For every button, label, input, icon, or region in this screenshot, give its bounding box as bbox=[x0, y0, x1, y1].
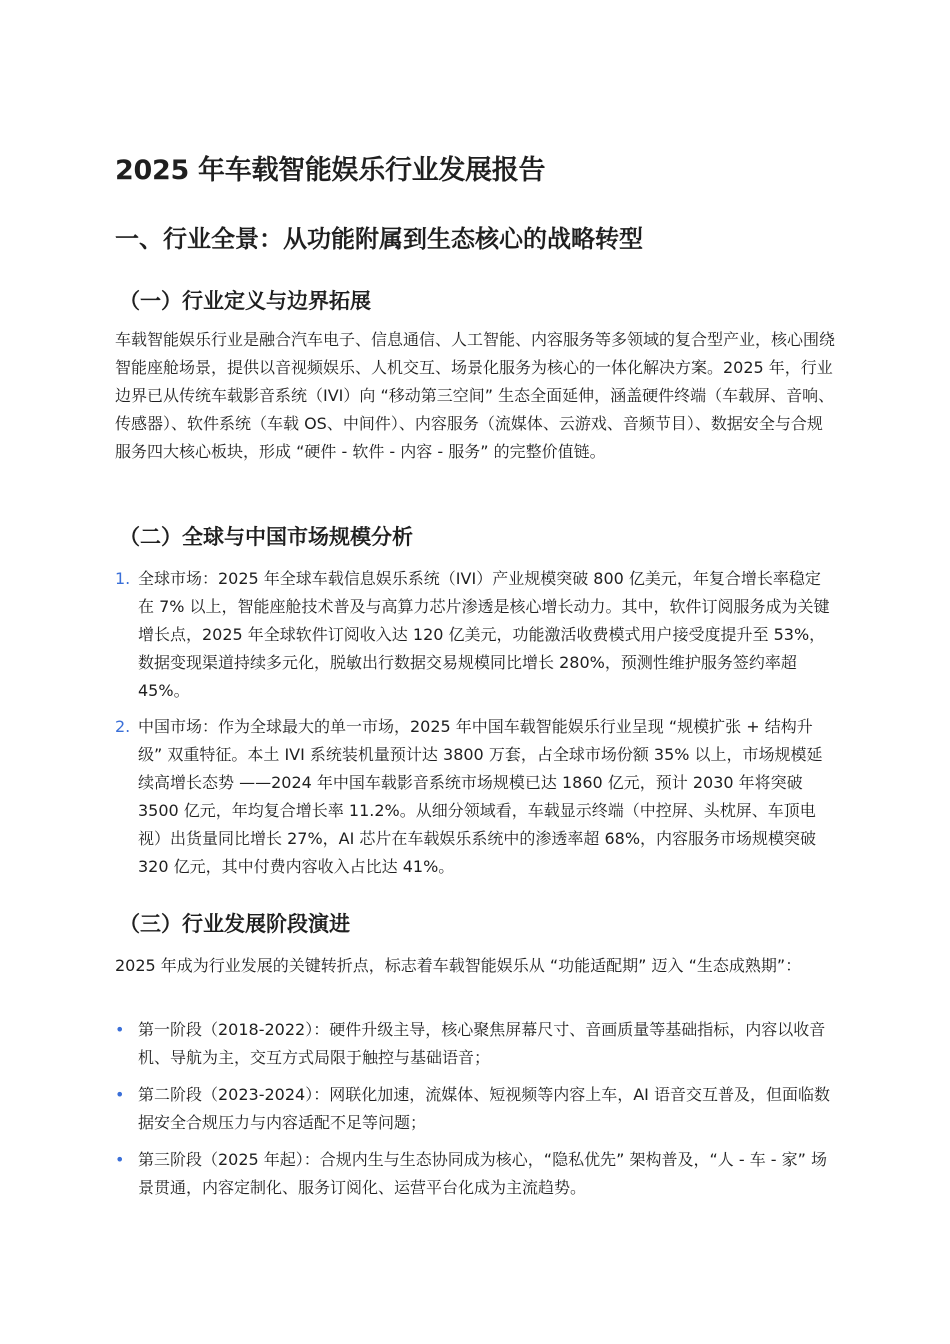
list-item-text: 第一阶段（2018-2022）：硬件升级主导，核心聚焦屏幕尺寸、音画质量等基础指标，内容以收音机、导航为主，交互方式局限于触控与基础语音； bbox=[138, 1020, 826, 1067]
list-item-text: 第三阶段（2025 年起）：合规内生与生态协同成为核心，“隐私优先” 架构普及，“人 - 车 - 家” 场景贯通，内容定制化、服务订阅化、运营平台化成为主流趋势。 bbox=[138, 1150, 828, 1197]
list-item bbox=[115, 1016, 835, 1072]
subsection-heading-2: （二）全球与中国市场规模分析 bbox=[119, 525, 413, 549]
bullet-icon: • bbox=[115, 1150, 125, 1169]
list-item bbox=[115, 565, 835, 705]
list-item bbox=[115, 1081, 835, 1137]
list-item-text: 全球市场：2025 年全球车载信息娱乐系统（IVI）产业规模突破 800 亿美元，年复合增长率稳定在 7% 以上，智能座舱技术普及与高算力芯片渗透是核心增长动力。其中，软件订阅服务成为关键增长点，2025 年全球软件订阅收入达 120 亿美元，功能激活收费模式用户接受度提升至 53%，数据变现渠道持续多元化，脱敏出行数据交易规模同比增长 280%，预测性维护服务签约率超 45%。 bbox=[138, 569, 830, 700]
list-item bbox=[115, 1146, 835, 1202]
report-title: 2025 年车载智能娱乐行业发展报告 bbox=[115, 155, 546, 186]
subsection-heading-3: （三）行业发展阶段演进 bbox=[119, 912, 350, 936]
list-item-text: 中国市场：作为全球最大的单一市场，2025 年中国车载智能娱乐行业呈现 “规模扩张 + 结构升级” 双重特征。本土 IVI 系统装机量预计达 3800 万套，占全球市场份额 35% 以上，市场规模延续高增长态势 ——2024 年中国车载影音系统市场规模已达 1860 亿元，预计 2030 年将突破 3500 亿元，年均复合增长率 11.2%。从细分领域看，车载显示终端（中控屏、头枕屏、车顶电视）出货量同比增长 27%，AI 芯片在车载娱乐系统中的渗透率超 68%，内容服务市场规模突破 320 亿元，其中付费内容收入占比达 41%。 bbox=[138, 717, 823, 876]
list-item bbox=[115, 713, 835, 881]
bullet-icon: • bbox=[115, 1085, 125, 1104]
stages-intro-paragraph: 2025 年成为行业发展的关键转折点，标志着车载智能娱乐从 “功能适配期” 迈入 “生态成熟期”： bbox=[115, 956, 802, 975]
section-heading-1: 一、行业全景：从功能附属到生态核心的战略转型 bbox=[115, 225, 643, 253]
list-number: 1. bbox=[115, 569, 131, 588]
subsection-heading-1: （一）行业定义与边界拓展 bbox=[119, 289, 371, 313]
bullet-icon: • bbox=[115, 1020, 125, 1039]
list-number: 2. bbox=[115, 717, 131, 736]
definition-paragraph: 车载智能娱乐行业是融合汽车电子、信息通信、人工智能、内容服务等多领域的复合型产业，核心围绕智能座舱场景，提供以音视频娱乐、人机交互、场景化服务为核心的一体化解决方案。2025 年，行业边界已从传统车载影音系统（IVI）向 “移动第三空间” 生态全面延伸，涵盖硬件终端（车载屏、音响、传感器）、软件系统（车载 OS、中间件）、内容服务（流媒体、云游戏、音频节目）、数据安全与合规服务四大核心板块，形成 “硬件 - 软件 - 内容 - 服务” 的完整价值链。 bbox=[115, 330, 836, 461]
list-item-text: 第二阶段（2023-2024）：网联化加速，流媒体、短视频等内容上车，AI 语音交互普及，但面临数据安全合规压力与内容适配不足等问题； bbox=[138, 1085, 830, 1132]
